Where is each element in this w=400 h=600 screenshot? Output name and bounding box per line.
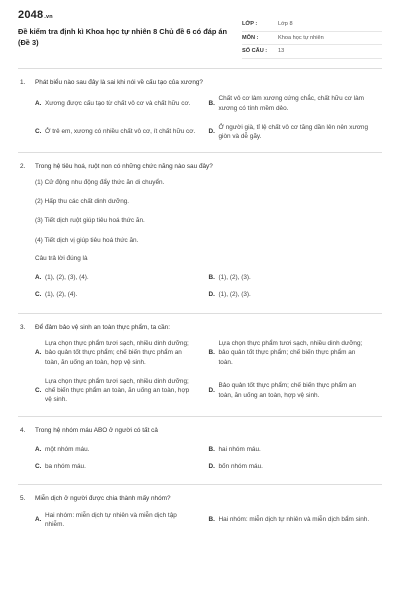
option-letter: A.: [35, 516, 42, 524]
option-text: Hai nhóm: miễn dịch tự nhiên và miễn dịch tập nhiễm.: [45, 511, 177, 529]
options-grid: [18, 441, 382, 476]
option-d[interactable]: [209, 121, 383, 144]
document-header: [18, 10, 382, 68]
option-letter: A.: [35, 445, 42, 453]
option-text: bốn nhóm máu.: [218, 463, 263, 471]
option-letter: D.: [208, 387, 215, 395]
option-letter: B.: [208, 349, 215, 357]
option-text: Lựa chọn thực phẩm tươi sạch, nhiều dinh dưỡng; chế biến thực phẩm an toàn, ăn uống an toàn, hợp vệ sinh.: [45, 377, 190, 404]
option-text: Chất vô cơ làm xương cứng chắc, chất hữu cơ làm xương có tính mềm dẻo.: [218, 95, 364, 112]
option-letter: C.: [35, 387, 42, 395]
question-row: [18, 323, 382, 332]
option-b[interactable]: [209, 509, 383, 532]
option-text: (1), (2), (3).: [218, 274, 251, 282]
question-text: Miễn dịch ở người được chia thành mấy nhóm?: [35, 495, 171, 503]
statement: (4) Tiết dịch vị giúp tiêu hoá thức ăn.: [35, 236, 139, 244]
logo-suffix: .vn: [44, 13, 53, 20]
document-title: Đề kiểm tra định kì Khoa học tự nhiên 8 Chủ đề 6 có đáp án (Đề 3): [18, 27, 228, 47]
option-letter: A.: [35, 349, 42, 357]
option-text: (1), (2), (4).: [45, 291, 78, 299]
site-logo[interactable]: [18, 10, 240, 21]
option-b[interactable]: [209, 441, 383, 458]
option-letter: A.: [35, 99, 42, 107]
statement: (2) Hấp thu các chất dinh dưỡng.: [35, 197, 130, 205]
question-4: [18, 417, 382, 486]
option-letter: C.: [35, 291, 42, 299]
option-letter: B.: [208, 99, 215, 107]
option-b[interactable]: [209, 269, 383, 286]
meta-value: Khoa học tự nhiên: [272, 31, 382, 45]
meta-key: SỐ CÂU :: [242, 45, 272, 59]
option-letter: D.: [208, 463, 215, 471]
meta-key: LỚP :: [242, 18, 272, 31]
question-row: [18, 162, 382, 171]
question-text: Phát biểu nào sau đây là sai khi nói về cấu tạo của xương?: [35, 79, 203, 86]
statement: (3) Tiết dịch ruột giúp tiêu hoá thức ăn.: [35, 217, 145, 225]
option-text: (1), (2), (3).: [218, 291, 251, 299]
question-text: Trong hệ tiêu hoá, ruột non có những chức năng nào sau đây?: [35, 163, 213, 171]
option-letter: C.: [35, 463, 42, 471]
option-text: Ở trẻ em, xương có nhiều chất vô cơ, ít chất hữu cơ.: [45, 128, 196, 136]
question-3: [18, 314, 382, 417]
question-5: [18, 485, 382, 540]
question-row: [18, 78, 382, 87]
option-d[interactable]: [209, 458, 383, 475]
option-a[interactable]: [35, 92, 209, 115]
question-number: 4.: [20, 426, 26, 434]
option-c[interactable]: [35, 286, 209, 303]
option-text: một nhóm máu.: [45, 445, 90, 453]
options-grid: [18, 337, 382, 407]
meta-value: 13: [272, 45, 382, 59]
meta-row-class: [242, 18, 382, 31]
options-grid: [18, 92, 382, 143]
option-text: Ở người già, tỉ lệ chất vô cơ tăng dần lên nên xương giòn và dễ gãy.: [218, 123, 369, 141]
option-a[interactable]: [35, 337, 209, 369]
meta-table: [242, 18, 382, 59]
option-a[interactable]: [35, 269, 209, 286]
option-d[interactable]: [209, 375, 383, 407]
option-text: (1), (2), (3), (4).: [45, 274, 89, 282]
logo-main: 2048: [18, 9, 44, 21]
meta-value: Lớp 8: [272, 18, 382, 31]
question-number: 2.: [20, 163, 26, 171]
question-number: 3.: [20, 323, 26, 331]
option-letter: B.: [208, 274, 215, 282]
question-row: [18, 494, 382, 503]
question-number: 1.: [20, 79, 26, 86]
option-a[interactable]: [35, 441, 209, 458]
option-c[interactable]: [35, 375, 209, 407]
option-b[interactable]: [209, 337, 383, 369]
question-1: [18, 69, 382, 153]
meta-key: MÔN :: [242, 31, 272, 45]
option-c[interactable]: [35, 458, 209, 475]
option-letter: B.: [208, 516, 215, 524]
option-d[interactable]: [209, 286, 383, 303]
option-text: Xương được cấu tạo từ chất vô cơ và chất hữu cơ.: [45, 99, 191, 107]
option-letter: A.: [35, 274, 42, 282]
statement: (1) Cử động nhu động đẩy thức ăn di chuyển.: [35, 178, 165, 186]
option-letter: D.: [208, 128, 215, 136]
option-letter: B.: [208, 445, 215, 453]
option-b[interactable]: [209, 92, 383, 115]
question-text: Để đảm bảo vệ sinh an toàn thực phẩm, ta cần:: [35, 323, 171, 331]
option-letter: D.: [208, 291, 215, 299]
option-text: Lựa chọn thực phẩm tươi sạch, nhiều dinh dưỡng; bảo quản tốt thực phẩm; chế biến thực phẩm an toàn.: [218, 339, 363, 366]
question-number: 5.: [20, 495, 26, 503]
question-body: [18, 178, 382, 304]
options-grid: [18, 509, 382, 532]
meta-row-count: [242, 45, 382, 59]
meta-row-subject: [242, 31, 382, 45]
question-2: [18, 153, 382, 313]
option-text: Hai nhóm: miễn dịch tự nhiên và miễn dịch bẩm sinh.: [218, 516, 370, 524]
option-text: hai nhóm máu.: [218, 445, 261, 453]
options-grid: [35, 269, 382, 304]
option-c[interactable]: [35, 121, 209, 144]
header-left: [18, 10, 240, 48]
question-text: Trong hệ nhóm máu ABO ở người có tất cả: [35, 426, 158, 434]
question-row: [18, 426, 382, 435]
option-letter: C.: [35, 128, 42, 136]
option-text: ba nhóm máu.: [45, 463, 86, 471]
option-text: Lựa chọn thực phẩm tươi sạch, nhiều dinh dưỡng; bảo quản tốt thực phẩm; chế biến thực phẩm an toàn, ăn uống an toàn, hợp vệ sinh.: [45, 339, 189, 366]
option-a[interactable]: [35, 509, 209, 532]
answer-label: Câu trả lời đúng là: [35, 254, 88, 262]
option-text: Bảo quản tốt thực phẩm; chế biến thực phẩm an toàn, ăn uống an toàn, hợp vệ sinh.: [218, 382, 357, 399]
